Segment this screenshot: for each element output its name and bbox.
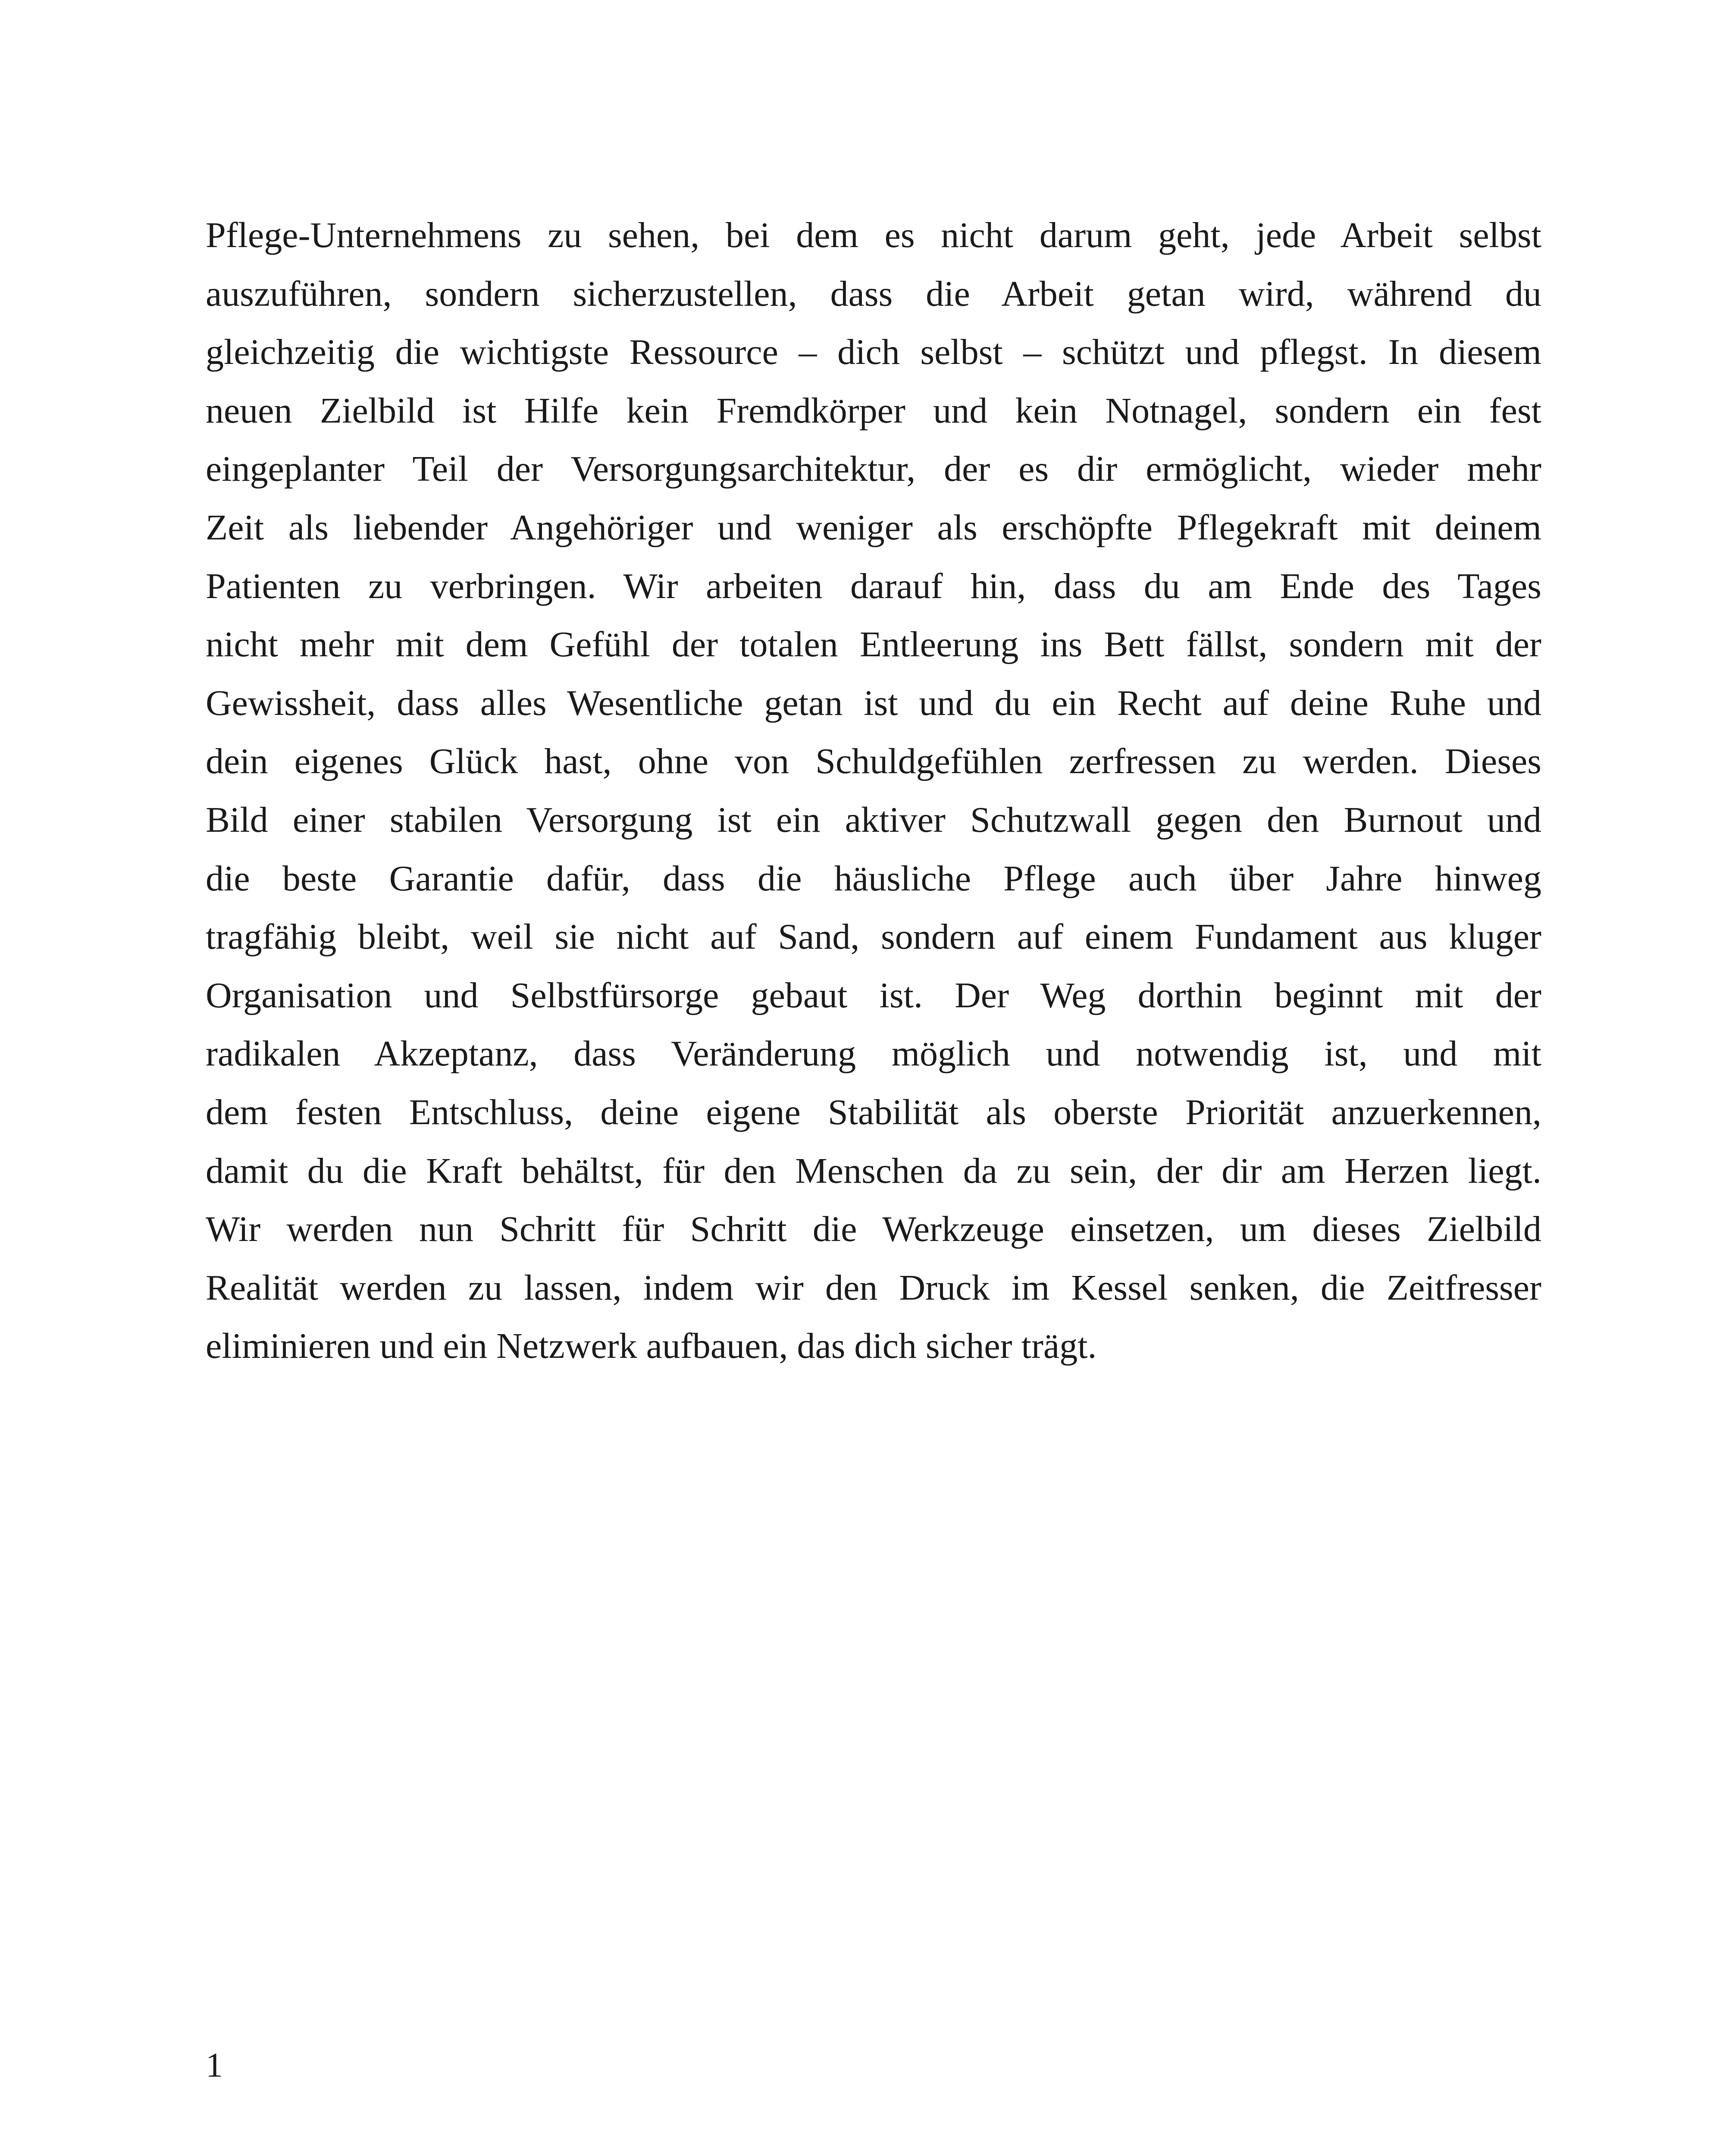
text-line: auszuführen, sondern sicherzustellen, dass die Arbeit getan wird, während du bbox=[206, 273, 1541, 314]
text-line: Zeit als liebender Angehöriger und weniger als erschöpfte Pflegekraft mit deinem bbox=[206, 507, 1541, 548]
text-line: tragfähig bleibt, weil sie nicht auf Sand, sondern auf einem Fundament aus kluger bbox=[206, 917, 1541, 957]
text-line: Pflege-Unternehmens zu sehen, bei dem es nicht darum geht, jede Arbeit selbst bbox=[206, 215, 1541, 255]
text-line: neuen Zielbild ist Hilfe kein Fremdkörper und kein Notnagel, sondern ein fest bbox=[206, 390, 1541, 431]
text-line: damit du die Kraft behältst, für den Menschen da zu sein, der dir am Herzen liegt. bbox=[206, 1150, 1541, 1191]
text-line: gleichzeitig die wichtigste Ressource – dich selbst – schützt und pflegst. In diesem bbox=[206, 332, 1541, 373]
text-line: radikalen Akzeptanz, dass Veränderung möglich und notwendig ist, und mit bbox=[206, 1034, 1541, 1074]
text-line: Gewissheit, dass alles Wesentliche getan ist und du ein Recht auf deine Ruhe und bbox=[206, 683, 1541, 723]
text-line: eliminieren und ein Netzwerk aufbauen, das dich sicher trägt. bbox=[206, 1326, 1097, 1366]
text-line: nicht mehr mit dem Gefühl der totalen Entleerung ins Bett fällst, sondern mit der bbox=[206, 624, 1541, 665]
text-line: Realität werden zu lassen, indem wir den Druck im Kessel senken, die Zeitfresser bbox=[206, 1267, 1541, 1308]
body-paragraph bbox=[206, 206, 1541, 1376]
text-line: dem festen Entschluss, deine eigene Stabilität als oberste Priorität anzuerkennen, bbox=[206, 1092, 1541, 1132]
text-line: Wir werden nun Schritt für Schritt die Werkzeuge einsetzen, um dieses Zielbild bbox=[206, 1209, 1541, 1250]
text-line: Organisation und Selbstfürsorge gebaut ist. Der Weg dorthin beginnt mit der bbox=[206, 975, 1541, 1015]
text-line: die beste Garantie dafür, dass die häusliche Pflege auch über Jahre hinweg bbox=[206, 858, 1541, 899]
page-number: 1 bbox=[206, 2046, 223, 2084]
text-line: eingeplanter Teil der Versorgungsarchitektur, der es dir ermöglicht, wieder mehr bbox=[206, 449, 1541, 489]
text-line: Patienten zu verbringen. Wir arbeiten darauf hin, dass du am Ende des Tages bbox=[206, 566, 1541, 606]
text-line: dein eigenes Glück hast, ohne von Schuldgefühlen zerfressen zu werden. Dieses bbox=[206, 741, 1541, 782]
text-line: Bild einer stabilen Versorgung ist ein aktiver Schutzwall gegen den Burnout und bbox=[206, 799, 1541, 840]
